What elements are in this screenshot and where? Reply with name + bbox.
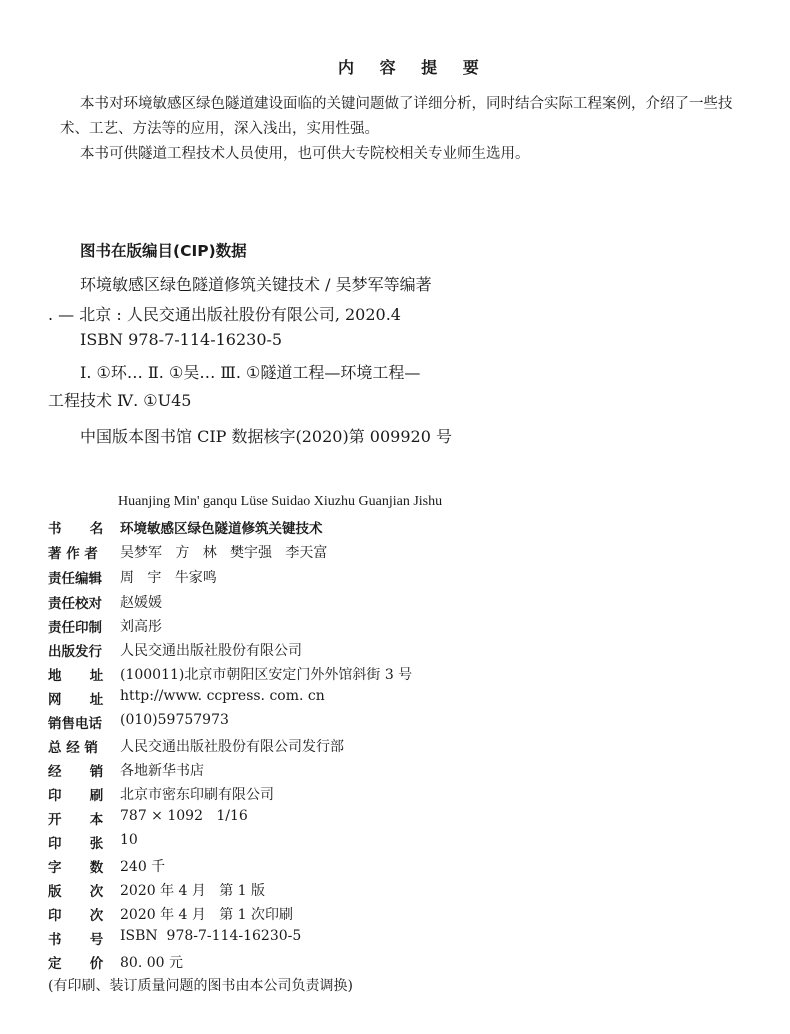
- colophon-value: ISBN 978-7-114-16230-5: [120, 928, 302, 944]
- colophon-label: 版 次: [48, 884, 104, 900]
- colophon-label: 总 经 销: [48, 740, 98, 756]
- quality-notice: (有印刷、装订质量问题的图书由本公司负责调换): [48, 978, 353, 994]
- colophon-value: 刘高彤: [120, 619, 162, 635]
- colophon-label: 经 销: [48, 764, 104, 780]
- colophon-label: 地 址: [48, 668, 104, 684]
- colophon-label: 著 作 者: [48, 546, 98, 562]
- colophon-label: 字 数: [48, 860, 104, 876]
- colophon-value: 2020 年 4 月 第 1 次印刷: [120, 907, 294, 923]
- colophon-value: 787 × 1092 1/16: [120, 808, 248, 824]
- colophon-label: 网 址: [48, 692, 104, 708]
- colophon-label: 开 本: [48, 812, 104, 828]
- cip-line-publisher: . — 北京 : 人民交通出版社股份有限公司, 2020.4: [48, 305, 401, 324]
- summary-paragraph-1-line-2: 术、工艺、方法等的应用，深入浅出，实用性强。: [60, 121, 379, 137]
- colophon-value: 80. 00 元: [120, 955, 183, 971]
- cip-line-isbn: ISBN 978-7-114-16230-5: [80, 330, 283, 349]
- summary-paragraph-1-line-1: 本书对环境敏感区绿色隧道建设面临的关键问题做了详细分析，同时结合实际工程案例，介绍了一些技: [80, 96, 733, 112]
- cip-heading: 图书在版编目(CIP)数据: [80, 242, 247, 260]
- colophon-label: 责任印制: [48, 620, 102, 636]
- colophon-value: 北京市密东印刷有限公司: [120, 787, 274, 803]
- colophon-value: (100011)北京市朝阳区安定门外外馆斜街 3 号: [120, 667, 413, 683]
- colophon-value: (010)59757973: [120, 712, 229, 728]
- colophon-value: 人民交通出版社股份有限公司: [120, 643, 302, 659]
- colophon-value: http://www. ccpress. com. cn: [120, 688, 325, 704]
- pinyin-title: Huanjing Min' ganqu Lüse Suidao Xiuzhu Guanjian Jishu: [118, 494, 443, 509]
- cip-line-classification-1: Ⅰ. ①环… Ⅱ. ①吴… Ⅲ. ①隧道工程—环境工程—: [80, 363, 421, 382]
- colophon-value: 周 宇 牛家鸣: [120, 570, 217, 586]
- colophon-label: 销售电话: [48, 716, 102, 732]
- colophon-value: 赵媛媛: [120, 595, 162, 611]
- colophon-label: 责任校对: [48, 596, 102, 612]
- colophon-value: 吴梦军 方 林 樊宇强 李天富: [120, 545, 328, 561]
- colophon-label: 印 刷: [48, 788, 104, 804]
- colophon-value: 环境敏感区绿色隧道修筑关键技术: [120, 521, 323, 537]
- colophon-value: 各地新华书店: [120, 763, 204, 779]
- cip-line-title: 环境敏感区绿色隧道修筑关键技术 / 吴梦军等编著: [80, 275, 432, 294]
- colophon-label: 印 次: [48, 908, 104, 924]
- colophon-label: 责任编辑: [48, 571, 102, 587]
- colophon-label: 书 名: [48, 521, 104, 537]
- colophon-label: 书 号: [48, 932, 104, 948]
- summary-paragraph-2: 本书可供隧道工程技术人员使用，也可供大专院校相关专业师生选用。: [80, 146, 530, 162]
- colophon-label: 出版发行: [48, 644, 102, 660]
- cip-line-classification-2: 工程技术 Ⅳ. ①U45: [48, 391, 192, 410]
- summary-title: 内 容 提 要: [338, 58, 489, 77]
- colophon-value: 2020 年 4 月 第 1 版: [120, 883, 266, 899]
- colophon-value: 240 千: [120, 859, 166, 875]
- colophon-value: 10: [120, 832, 138, 848]
- colophon-value: 人民交通出版社股份有限公司发行部: [120, 739, 344, 755]
- colophon-label: 定 价: [48, 956, 104, 972]
- colophon-label: 印 张: [48, 836, 104, 852]
- cip-line-record-number: 中国版本图书馆 CIP 数据核字(2020)第 009920 号: [80, 427, 452, 446]
